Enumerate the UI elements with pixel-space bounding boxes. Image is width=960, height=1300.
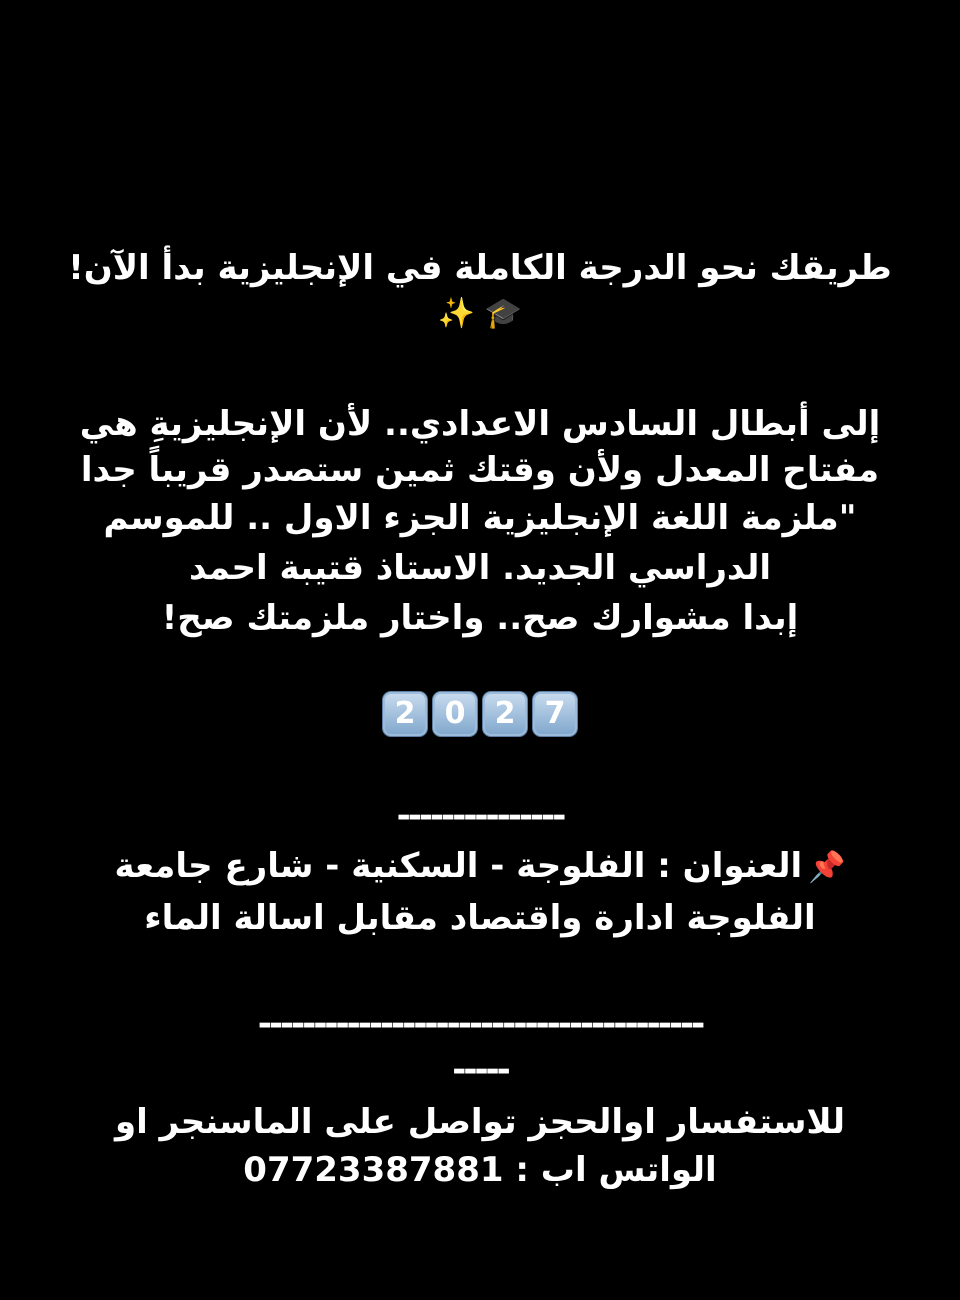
address-text-1: العنوان : الفلوجة - السكنية - شارع جامعة [114,846,803,886]
body-line-4: الدراسي الجديد. الاستاذ قتيبة احمد [189,548,771,588]
body-line-2: مفتاح المعدل ولأن وقتك ثمين ستصدر قريباً جدا [80,450,880,490]
contact-line-1: للاستفسار اوالحجز تواصل على الماسنجر او [114,1102,846,1142]
body-line-5: إبدا مشوارك صح.. واختار ملزمتك صح! [161,598,799,638]
separator-long-tail: ----- [452,1050,508,1090]
headline-emojis [0,294,960,334]
graduation-cap-icon: 🎓 [484,296,523,331]
address-line-1 [20,844,940,890]
keycap-digit-icon: 2 [383,692,427,736]
separator-short: --------------- [396,796,564,836]
separator-long: ---------------------------------------- [257,1004,703,1044]
keycap-digit-icon: 7 [533,692,577,736]
year-keycaps [0,692,960,736]
keycap-digit-icon: 2 [483,692,527,736]
keycap-digit-icon: 0 [433,692,477,736]
headline: طريقك نحو الدرجة الكاملة في الإنجليزية بدأ الآن! [68,248,892,288]
body-line-1: إلى أبطال السادس الاعدادي.. لأن الإنجليزيةِ هي [79,404,881,444]
address-line-2: الفلوجة ادارة واقتصاد مقابل اسالة الماء [144,898,816,938]
body-line-3: "ملزمة اللغة الإنجليزية الجزء الاول .. للموسم [103,498,857,538]
pushpin-icon: 📌 [808,850,846,885]
sparkles-icon: ✨ [437,296,476,331]
contact-line-2: الواتس اب : 07723387881 [243,1150,717,1190]
